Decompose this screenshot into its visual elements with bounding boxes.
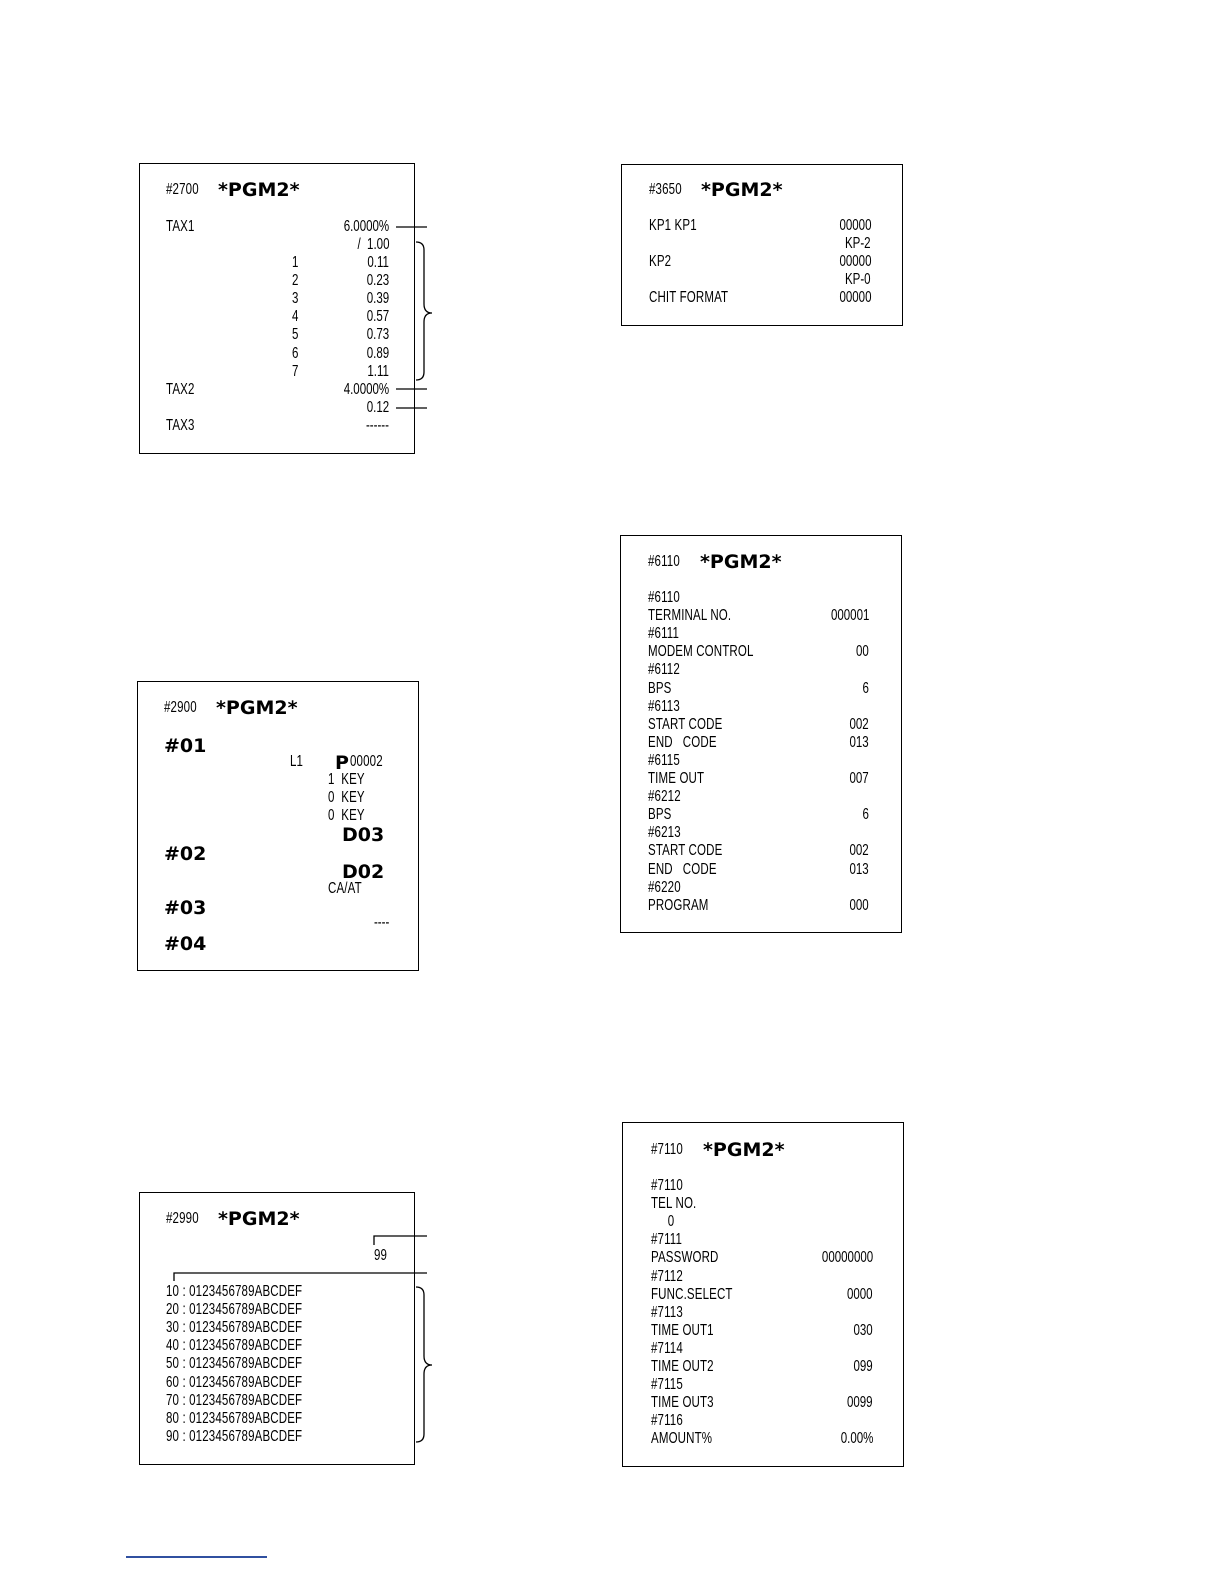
row-label: TEL NO. [651, 1195, 697, 1213]
row-label: #6212 [648, 788, 681, 806]
row-label: #6220 [648, 878, 681, 896]
message-line: 20 : 0123456789ABCDEF [166, 1301, 303, 1319]
row-label: END CODE [648, 733, 717, 751]
tax-table-value: 1.11 [367, 362, 389, 380]
row-label: START CODE [648, 715, 723, 733]
row-value: 013 [849, 860, 869, 878]
row-label: TIME OUT1 [651, 1321, 714, 1339]
key-04: #04 [164, 933, 207, 955]
row-value: 00000 [838, 217, 871, 234]
p-code: 00002 [350, 753, 383, 770]
row-label: #7115 [651, 1376, 683, 1394]
row-label: AMOUNT% [651, 1430, 713, 1448]
footer-rule [126, 1556, 267, 1558]
tax2-label: TAX2 [166, 381, 195, 398]
mode-label: *PGM2* [703, 1139, 785, 1161]
message-line: 60 : 0123456789ABCDEF [166, 1373, 303, 1391]
row-value: 6 [862, 806, 869, 824]
message-line: 30 : 0123456789ABCDEF [166, 1319, 303, 1337]
tax-table-index: 6 [292, 344, 299, 362]
row-label: #6112 [648, 661, 680, 679]
row-label: #6111 [648, 625, 680, 643]
row-label: END CODE [648, 860, 717, 878]
row-value: 0099 [847, 1394, 873, 1412]
key-01: #01 [164, 735, 207, 757]
tax-table-index: 4 [292, 308, 299, 326]
message-line: 50 : 0123456789ABCDEF [166, 1355, 303, 1373]
row-label: BPS [648, 806, 672, 824]
tax-table-index: 1 [292, 254, 299, 271]
row-value: 6 [862, 679, 869, 697]
row-value: 0000 [847, 1285, 873, 1303]
tax1-label: TAX1 [166, 218, 195, 235]
mode-label: *PGM2* [218, 1208, 300, 1230]
mode-label: *PGM2* [701, 179, 783, 201]
row-label: #7114 [651, 1339, 683, 1357]
d02-label: D02 [342, 861, 385, 883]
row-value: 030 [853, 1321, 873, 1339]
key-line-1: 1 KEY [328, 771, 365, 788]
tax-table-value: 0.39 [366, 290, 389, 308]
row-label: START CODE [648, 842, 723, 860]
message-line: 10 : 0123456789ABCDEF [166, 1283, 303, 1300]
row-value: 00000 [838, 253, 871, 271]
tax-table-value: 0.57 [366, 308, 389, 326]
row-label: BPS [648, 679, 672, 697]
row-label: #7111 [651, 1231, 683, 1249]
tax-table-value: 0.89 [366, 344, 389, 362]
key-03: #03 [164, 897, 207, 919]
tax3-label: TAX3 [166, 417, 195, 434]
row-label: #6113 [648, 697, 680, 715]
tax2-value: 0.12 [366, 399, 389, 416]
tax2-rate: 4.0000% [343, 381, 389, 398]
row-value: 00000 [838, 289, 871, 307]
row-label: MODEM CONTROL [648, 643, 754, 661]
row-label: PASSWORD [651, 1249, 719, 1267]
tax-table-value: 0.11 [367, 254, 389, 271]
row-label: CHIT FORMAT [649, 289, 729, 307]
level-l1: L1 [290, 753, 304, 770]
tax-table-index: 2 [292, 272, 299, 290]
message-line: 80 : 0123456789ABCDEF [166, 1409, 303, 1427]
mode-label: *PGM2* [216, 697, 298, 719]
tax-table-value: 0.73 [366, 326, 389, 344]
row-value: KP-0 [845, 271, 871, 289]
tax-table-index: 5 [292, 326, 299, 344]
row-value: KP-2 [845, 235, 871, 253]
key-line-3: 0 KEY [328, 807, 365, 824]
row-label: TIME OUT3 [651, 1394, 714, 1412]
row-label: #6110 [648, 589, 680, 606]
key-line-2: 0 KEY [328, 789, 365, 806]
receipt-number: #2990 [166, 1210, 199, 1227]
mode-label: *PGM2* [700, 551, 782, 573]
row-label: #6213 [648, 824, 681, 842]
row-value: 00 [856, 643, 869, 661]
row-label: PROGRAM [648, 896, 709, 914]
row-label: #7116 [651, 1412, 683, 1430]
tax-table-value: 0.23 [366, 272, 389, 290]
tax1-rate: 6.0000% [343, 218, 389, 235]
row-label: KP1 KP1 [649, 217, 697, 234]
message-line: 40 : 0123456789ABCDEF [166, 1337, 303, 1355]
ca-at-label: CA/AT [328, 880, 362, 897]
row-label: #7112 [651, 1267, 683, 1285]
row-label: TERMINAL NO. [648, 607, 732, 625]
row-label: #7113 [651, 1303, 683, 1321]
key-02: #02 [164, 843, 207, 865]
row-value: 002 [849, 715, 869, 733]
top-value: 99 [374, 1247, 388, 1264]
mode-label: *PGM2* [218, 179, 300, 201]
receipt-number: #3650 [649, 181, 682, 198]
row-value: 013 [849, 733, 869, 751]
row-value: 007 [849, 770, 869, 787]
row-label: 0 [651, 1213, 675, 1231]
p-prefix: P [335, 752, 349, 774]
row-label: TIME OUT2 [651, 1358, 714, 1375]
row-label: #7110 [651, 1177, 683, 1194]
tax1-first: / 1.00 [356, 236, 389, 253]
row-value: 0.00% [840, 1430, 873, 1448]
row-label: TIME OUT [648, 770, 705, 787]
receipt-number: #7110 [651, 1141, 683, 1158]
tax3-value: ------ [365, 417, 389, 434]
row-value: 000 [849, 896, 869, 914]
row-value: 00000000 [821, 1249, 873, 1267]
tax-table-index: 7 [292, 362, 299, 380]
d03-label: D03 [342, 824, 385, 846]
receipt-number: #2900 [164, 699, 197, 716]
row-value: 099 [853, 1358, 873, 1375]
row-label: FUNC.SELECT [651, 1285, 733, 1303]
row-value: 000001 [830, 607, 869, 625]
row-label: KP2 [649, 253, 672, 271]
row-label: #6115 [648, 751, 680, 769]
receipt-number: #6110 [648, 553, 680, 570]
message-line: 90 : 0123456789ABCDEF [166, 1427, 303, 1445]
receipt-number: #2700 [166, 181, 199, 198]
message-line: 70 : 0123456789ABCDEF [166, 1391, 303, 1409]
tax-table-index: 3 [292, 290, 299, 308]
row-value: 002 [849, 842, 869, 860]
dashes: ---- [373, 914, 389, 931]
